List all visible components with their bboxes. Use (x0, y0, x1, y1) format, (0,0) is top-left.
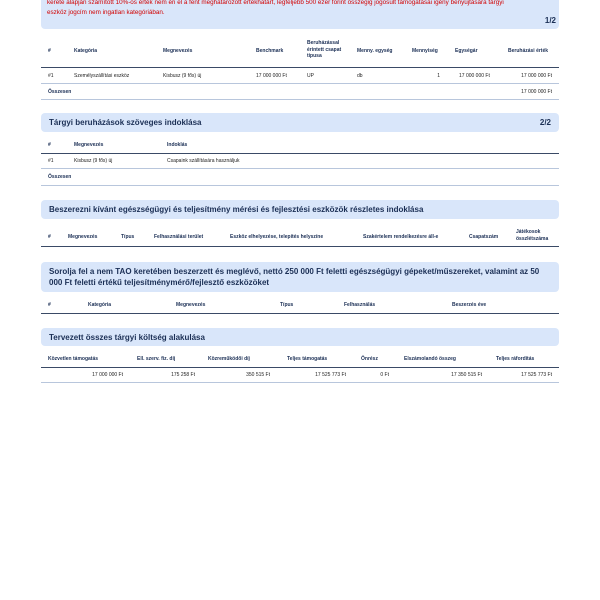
justification-section-header (41, 113, 559, 132)
row-category: Személyszállítási eszköz (74, 73, 130, 79)
cost-summary-title: Tervezett összes tárgyi költség alakulása (49, 332, 205, 342)
cs-col-total-cost: Teljes ráfordítás (496, 356, 535, 362)
cs-header-divider (41, 367, 559, 368)
col-num: # (48, 48, 51, 54)
total-label: Összesen (48, 89, 72, 95)
cs-col-fee: Ell. szerv. fiz. díj (137, 356, 176, 362)
ht-header-divider (41, 246, 559, 247)
cs-col-direct: Közvetlen támogatás (48, 356, 99, 362)
just-row-num: #1 (48, 158, 54, 164)
cs-col-total-support: Teljes támogatás (287, 356, 328, 362)
just-col-name: Megnevezés (74, 142, 104, 148)
ee-col-year: Beszerzés éve (452, 302, 487, 308)
ee-col-usage: Felhasználás (344, 302, 376, 308)
page-number-2: 2/2 (539, 118, 551, 127)
ht-col-type: Típus (121, 234, 135, 240)
ht-col-players: Játékosok összlétszáma (516, 229, 549, 242)
existing-equipment-section-header (41, 262, 559, 292)
row-team-type: UP (307, 73, 314, 79)
col-benchmark: Benchmark (256, 48, 284, 54)
ee-col-category: Kategória (88, 302, 112, 308)
col-value: Beruházási érték (508, 48, 549, 54)
just-row-reason: Csapaink szállítására használjuk (167, 158, 240, 164)
ee-col-name: Megnevezés (176, 302, 206, 308)
cs-val-total-cost: 17 525 773 Ft (521, 372, 552, 378)
cs-val-direct: 17 000 000 Ft (92, 372, 123, 378)
cs-col-intermediary: Közreműködői díj (208, 356, 250, 362)
cs-val-own: 0 Ft (380, 372, 389, 378)
justification-title: Tárgyi beruházások szöveges indoklása (49, 118, 202, 127)
warning-line-2: eszköz jogcím nem ingatlan kategóriában. (47, 8, 165, 16)
total-value: 17 000 000 Ft (521, 89, 552, 95)
ee-header-divider (41, 313, 559, 314)
ht-col-location: Eszköz elhelyezése, telepítés helyszíne (230, 234, 324, 240)
health-tools-section-header (41, 200, 559, 219)
just-total-divider (41, 185, 559, 186)
ee-col-num: # (48, 302, 51, 308)
existing-equipment-title: Sorolja fel a nem TAO keretében beszerzett és meglévő, nettó 250 000 Ft feletti egészségügyi gépeket/műszereket, valamint az 50 000 Ft feletti értékű teljesítménymérő/fejlesztő eszközöket (49, 267, 540, 287)
just-row-name: Kisbusz (9 fős) új (74, 158, 113, 164)
row-value: 17 000 000 Ft (521, 73, 552, 79)
header-divider (41, 67, 559, 68)
col-unit: Menny. egység (357, 48, 393, 54)
total-divider (41, 99, 559, 100)
health-tools-title: Beszerezni kívánt egészségügyi és teljesítmény mérési és fejlesztési eszközök részletes indoklása (49, 205, 424, 214)
just-row-divider (41, 168, 559, 169)
ht-col-team: Csapatszám (469, 234, 499, 240)
ht-col-usage: Felhasználási terület (154, 234, 204, 240)
row-name: Kisbusz (9 fős) új (163, 73, 202, 79)
row-num: #1 (48, 73, 54, 79)
just-col-num: # (48, 142, 51, 148)
row-unit-price: 17 000 000 Ft (459, 73, 490, 79)
cost-summary-section-header (41, 328, 559, 346)
just-total-label: Összesen (48, 174, 72, 180)
cs-val-total-support: 17 525 773 Ft (315, 372, 346, 378)
col-category: Kategória (74, 48, 98, 54)
cs-col-settle: Elszámolandó összeg (404, 356, 456, 362)
cs-row-divider (41, 382, 559, 383)
just-col-reason: Indoklás (167, 142, 188, 148)
cs-val-fee: 175 258 Ft (171, 372, 195, 378)
row-qty: 1 (437, 73, 440, 79)
ee-col-type: Típus (280, 302, 294, 308)
row-divider (41, 83, 559, 84)
col-unit-price: Egységár (455, 48, 478, 54)
cs-col-own: Önrész (361, 356, 378, 362)
ht-col-num: # (48, 234, 51, 240)
warning-line-1: kerete alapján számított 10%-os érték nem éri el a fent meghatározott értékhatárt, legfeljebb 500 ezer forint összegig jogosult támogatásai igény benyújtására tárgyi (47, 0, 504, 6)
cs-val-settle: 17 350 515 Ft (451, 372, 482, 378)
ht-col-name: Megnevezés (68, 234, 98, 240)
col-team-type: Beruházással érintett csapat típusa (307, 40, 342, 59)
col-name: Megnevezés (163, 48, 193, 54)
col-qty: Mennyiség (412, 48, 438, 54)
warning-box (41, 0, 559, 29)
ht-col-expert: Szakértelem rendelkezésre áll-e (363, 234, 439, 240)
row-unit: db (357, 73, 363, 79)
row-benchmark: 17 000 000 Ft (256, 73, 287, 79)
cs-val-intermediary: 350 515 Ft (246, 372, 270, 378)
page-number-1: 1/2 (544, 16, 556, 25)
just-header-divider (41, 153, 559, 154)
